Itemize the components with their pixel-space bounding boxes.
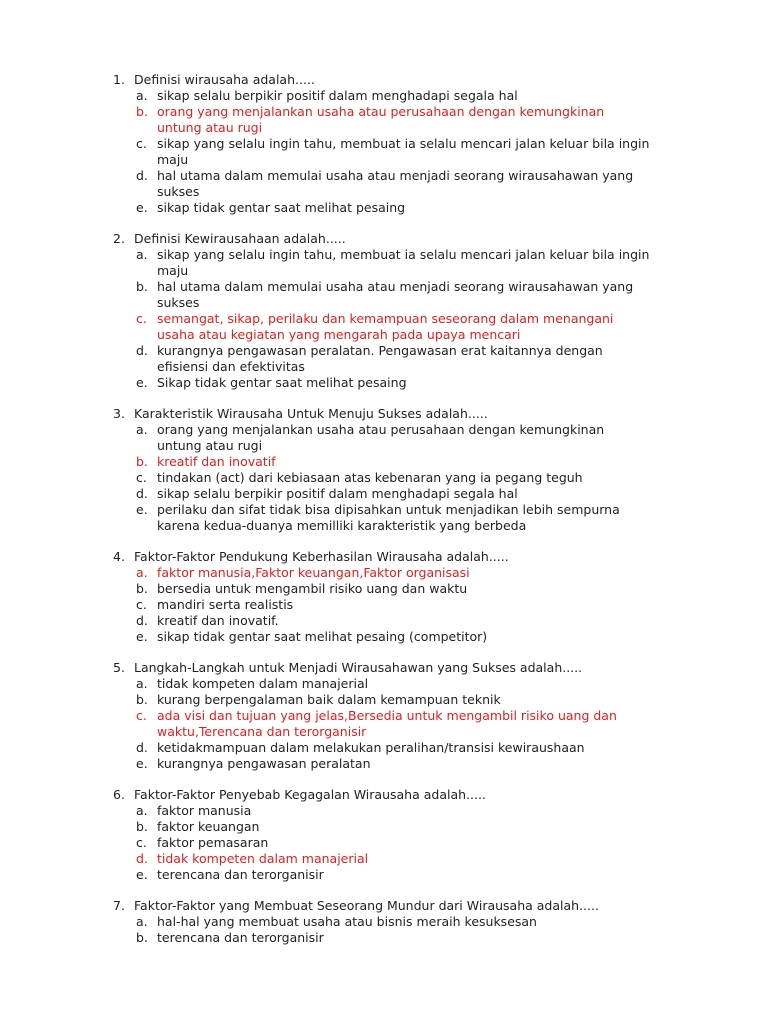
question-text: Karakteristik Wirausaha Untuk Menuju Sukses adalah..... [134,406,488,421]
option-text: maju [157,152,189,167]
answer-option [0,486,768,502]
option-line [0,438,768,454]
answer-option [0,375,768,391]
answer-option [0,279,768,311]
option-text: tindakan (act) dari kebiasaan atas kebenaran yang ia pegang teguh [157,470,583,485]
option-letter: e. [136,502,148,517]
answer-option-correct [0,454,768,470]
option-letter: a. [136,676,148,691]
question-number: 4. [113,549,125,564]
option-text: bersedia untuk mengambil risiko uang dan waktu [157,581,468,596]
option-text: orang yang menjalankan usaha atau perusahaan dengan kemungkinan [157,104,605,119]
option-letter: e. [136,375,148,390]
option-text: waktu,Terencana dan terorganisir [157,724,367,739]
option-line [0,724,768,740]
question-number: 2. [113,231,125,246]
option-line [0,613,768,629]
question-header [0,898,768,914]
answer-option [0,819,768,835]
option-line [0,88,768,104]
option-line [0,247,768,263]
answer-option [0,676,768,692]
answer-option-correct [0,851,768,867]
answer-option-correct [0,104,768,136]
option-line [0,327,768,343]
option-letter: e. [136,200,148,215]
option-text: kurangnya pengawasan peralatan. Pengawasan erat kaitannya dengan [157,343,603,358]
option-letter: a. [136,88,148,103]
option-text: orang yang menjalankan usaha atau perusahaan dengan kemungkinan [157,422,605,437]
option-text: faktor manusia [157,803,252,818]
question-text: Faktor-Faktor yang Membuat Seseorang Mundur dari Wirausaha adalah..... [134,898,599,913]
answer-option [0,343,768,375]
option-text: semangat, sikap, perilaku dan kemampuan seseorang dalam menangani [157,311,614,326]
option-text: sukses [157,184,200,199]
option-line [0,819,768,835]
option-line [0,803,768,819]
answer-option [0,867,768,883]
option-text: maju [157,263,189,278]
option-text: ketidakmampuan dalam melakukan peralihan/transisi kewiraushaan [157,740,585,755]
question-number: 3. [113,406,125,421]
option-line [0,629,768,645]
option-line [0,279,768,295]
question-number: 1. [113,72,125,87]
question [0,72,768,216]
option-text: sikap tidak gentar saat melihat pesaing [157,200,406,215]
question [0,660,768,772]
answer-option-correct [0,565,768,581]
answer-option-correct [0,311,768,343]
option-line [0,835,768,851]
answer-option [0,692,768,708]
option-letter: a. [136,803,148,818]
option-letter: b. [136,819,148,834]
option-text: terencana dan terorganisir [157,930,324,945]
option-line [0,184,768,200]
option-line [0,851,768,867]
option-text: faktor keuangan [157,819,260,834]
answer-option [0,581,768,597]
option-text: sikap selalu berpikir positif dalam menghadapi segala hal [157,88,518,103]
quiz-document [0,72,768,961]
option-text: karena kedua-duanya memilliki karakteristik yang berbeda [157,518,527,533]
option-letter: b. [136,454,148,469]
option-letter: d. [136,486,148,501]
option-line [0,104,768,120]
option-letter: c. [136,835,147,850]
option-text: ada visi dan tujuan yang jelas,Bersedia untuk mengambil risiko uang dan [157,708,617,723]
answer-option [0,803,768,819]
option-letter: d. [136,613,148,628]
question-text: Langkah-Langkah untuk Menjadi Wirausahawan yang Sukses adalah..... [134,660,583,675]
question-header [0,231,768,247]
option-letter: b. [136,930,148,945]
option-line [0,152,768,168]
option-line [0,914,768,930]
option-text: hal-hal yang membuat usaha atau bisnis meraih kesuksesan [157,914,537,929]
option-letter: c. [136,136,147,151]
option-line [0,740,768,756]
option-letter: a. [136,247,148,262]
option-line [0,295,768,311]
answer-option [0,597,768,613]
option-text: terencana dan terorganisir [157,867,324,882]
question-text: Definisi Kewirausahaan adalah..... [134,231,346,246]
option-line [0,375,768,391]
answer-option [0,502,768,534]
answer-option [0,168,768,200]
option-letter: e. [136,756,148,771]
question-number: 7. [113,898,125,913]
question [0,898,768,946]
question-header [0,549,768,565]
option-letter: b. [136,279,148,294]
option-letter: e. [136,867,148,882]
question-header [0,787,768,803]
question [0,406,768,534]
question-header [0,660,768,676]
option-text: tidak kompeten dalam manajerial [157,676,369,691]
option-letter: a. [136,565,148,580]
option-letter: d. [136,740,148,755]
question-number: 6. [113,787,125,802]
question-text: Faktor-Faktor Penyebab Kegagalan Wirausaha adalah..... [134,787,486,802]
answer-option [0,247,768,279]
option-line [0,200,768,216]
answer-option [0,422,768,454]
option-letter: c. [136,597,147,612]
option-text: perilaku dan sifat tidak bisa dipisahkan untuk menjadikan lebih sempurna [157,502,620,517]
option-text: Sikap tidak gentar saat melihat pesaing [157,375,407,390]
answer-option [0,613,768,629]
option-letter: c. [136,470,147,485]
question-text: Definisi wirausaha adalah..... [134,72,315,87]
option-line [0,120,768,136]
option-line [0,676,768,692]
option-text: kurang berpengalaman baik dalam kemampuan teknik [157,692,501,707]
option-text: kreatif dan inovatif. [157,613,279,628]
option-text: sikap yang selalu ingin tahu, membuat ia selalu mencari jalan keluar bila ingin [157,247,650,262]
option-line [0,422,768,438]
option-letter: a. [136,422,148,437]
option-text: mandiri serta realistis [157,597,294,612]
option-text: untung atau rugi [157,120,263,135]
option-letter: d. [136,343,148,358]
question-header [0,72,768,88]
option-line [0,136,768,152]
option-letter: b. [136,581,148,596]
option-letter: c. [136,708,147,723]
option-letter: a. [136,914,148,929]
question [0,549,768,645]
option-line [0,756,768,772]
option-line [0,168,768,184]
answer-option [0,470,768,486]
option-line [0,486,768,502]
answer-option [0,88,768,104]
option-text: efisiensi dan efektivitas [157,359,305,374]
option-letter: d. [136,851,148,866]
option-line [0,311,768,327]
option-line [0,692,768,708]
answer-option [0,930,768,946]
option-letter: e. [136,629,148,644]
answer-option [0,136,768,168]
option-text: kreatif dan inovatif [157,454,276,469]
option-letter: b. [136,692,148,707]
question [0,787,768,883]
question-number: 5. [113,660,125,675]
answer-option [0,740,768,756]
option-line [0,597,768,613]
option-text: kurangnya pengawasan peralatan [157,756,371,771]
option-line [0,708,768,724]
option-letter: c. [136,311,147,326]
option-text: hal utama dalam memulai usaha atau menjadi seorang wirausahawan yang [157,279,634,294]
option-line [0,502,768,518]
answer-option [0,914,768,930]
option-text: sikap tidak gentar saat melihat pesaing (competitor) [157,629,488,644]
question-text: Faktor-Faktor Pendukung Keberhasilan Wirausaha adalah..... [134,549,509,564]
answer-option [0,629,768,645]
option-line [0,263,768,279]
option-line [0,359,768,375]
option-text: untung atau rugi [157,438,263,453]
option-letter: b. [136,104,148,119]
option-line [0,454,768,470]
option-line [0,518,768,534]
answer-option [0,835,768,851]
option-line [0,343,768,359]
option-text: sikap selalu berpikir positif dalam menghadapi segala hal [157,486,518,501]
answer-option [0,756,768,772]
option-line [0,470,768,486]
option-text: faktor pemasaran [157,835,269,850]
option-text: hal utama dalam memulai usaha atau menjadi seorang wirausahawan yang [157,168,634,183]
option-line [0,565,768,581]
option-line [0,581,768,597]
answer-option [0,200,768,216]
option-line [0,867,768,883]
option-text: tidak kompeten dalam manajerial [157,851,369,866]
option-text: sikap yang selalu ingin tahu, membuat ia selalu mencari jalan keluar bila ingin [157,136,650,151]
option-text: usaha atau kegiatan yang mengarah pada upaya mencari [157,327,521,342]
option-line [0,930,768,946]
question [0,231,768,391]
option-text: sukses [157,295,200,310]
option-letter: d. [136,168,148,183]
answer-option-correct [0,708,768,740]
question-header [0,406,768,422]
option-text: faktor manusia,Faktor keuangan,Faktor organisasi [157,565,470,580]
